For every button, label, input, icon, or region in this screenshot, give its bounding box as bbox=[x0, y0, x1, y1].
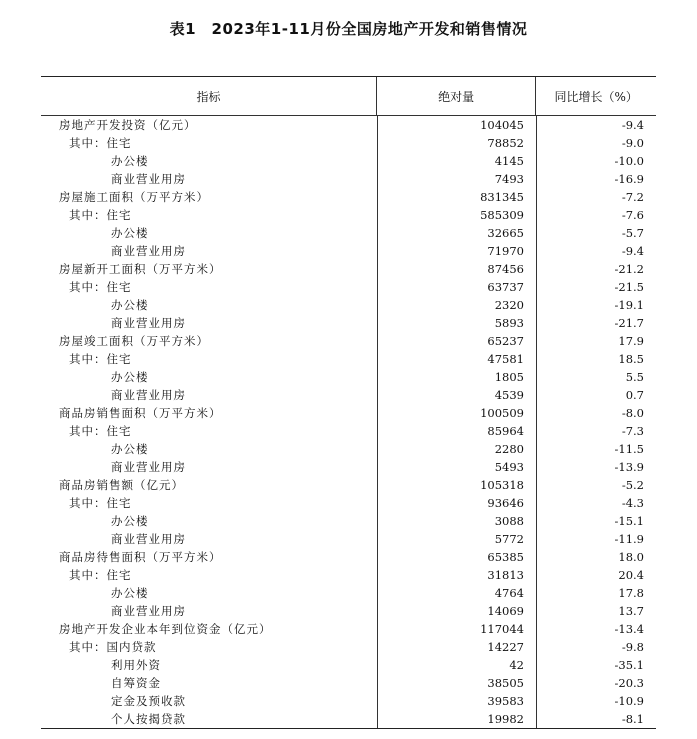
row-label: 其中：住宅 bbox=[69, 136, 132, 150]
row-yoy-growth: -9.0 bbox=[536, 134, 656, 152]
row-yoy-growth: 0.7 bbox=[536, 386, 656, 404]
row-label: 个人按揭贷款 bbox=[111, 712, 186, 726]
row-yoy-growth: -9.4 bbox=[536, 242, 656, 260]
row-label: 其中：住宅 bbox=[69, 496, 132, 510]
row-absolute-value: 32665 bbox=[377, 224, 536, 242]
table-row bbox=[41, 242, 656, 260]
table-row bbox=[41, 134, 656, 152]
row-yoy-growth: -21.2 bbox=[536, 260, 656, 278]
row-yoy-growth: -9.4 bbox=[536, 116, 656, 134]
table-bottom-rule bbox=[41, 728, 656, 729]
table-title: 表1 2023年1-11月份全国房地产开发和销售情况 bbox=[169, 20, 528, 38]
row-label: 房屋施工面积（万平方米） bbox=[59, 190, 209, 204]
row-label: 其中：住宅 bbox=[69, 568, 132, 582]
row-label: 办公楼 bbox=[111, 370, 149, 384]
row-label: 其中：住宅 bbox=[69, 424, 132, 438]
table-row bbox=[41, 566, 656, 584]
row-yoy-growth: -4.3 bbox=[536, 494, 656, 512]
row-label: 办公楼 bbox=[111, 226, 149, 240]
row-yoy-growth: -21.7 bbox=[536, 314, 656, 332]
table-header bbox=[41, 77, 656, 116]
header-absolute-value: 绝对量 bbox=[376, 77, 535, 115]
row-absolute-value: 31813 bbox=[377, 566, 536, 584]
row-yoy-growth: -5.7 bbox=[536, 224, 656, 242]
row-label: 商业营业用房 bbox=[111, 172, 186, 186]
row-label: 办公楼 bbox=[111, 442, 149, 456]
table-row bbox=[41, 224, 656, 242]
row-yoy-growth: 20.4 bbox=[536, 566, 656, 584]
row-label: 其中：住宅 bbox=[69, 280, 132, 294]
table-row bbox=[41, 674, 656, 692]
row-label: 房地产开发投资（亿元） bbox=[59, 118, 197, 132]
row-label: 商品房销售面积（万平方米） bbox=[59, 406, 222, 420]
row-label: 办公楼 bbox=[111, 586, 149, 600]
row-yoy-growth: -10.0 bbox=[536, 152, 656, 170]
table-row bbox=[41, 710, 656, 728]
table-row bbox=[41, 512, 656, 530]
row-label: 办公楼 bbox=[111, 298, 149, 312]
row-label: 商业营业用房 bbox=[111, 532, 186, 546]
row-absolute-value: 100509 bbox=[377, 404, 536, 422]
table-row bbox=[41, 476, 656, 494]
row-yoy-growth: -11.5 bbox=[536, 440, 656, 458]
row-absolute-value: 4539 bbox=[377, 386, 536, 404]
row-absolute-value: 47581 bbox=[377, 350, 536, 368]
row-absolute-value: 71970 bbox=[377, 242, 536, 260]
row-yoy-growth: -16.9 bbox=[536, 170, 656, 188]
row-yoy-growth: -10.9 bbox=[536, 692, 656, 710]
row-absolute-value: 5893 bbox=[377, 314, 536, 332]
row-yoy-growth: -8.1 bbox=[536, 710, 656, 728]
row-label: 利用外资 bbox=[111, 658, 161, 672]
data-table bbox=[41, 76, 656, 729]
row-label: 其中：国内贷款 bbox=[69, 640, 157, 654]
table-row bbox=[41, 440, 656, 458]
row-yoy-growth: 5.5 bbox=[536, 368, 656, 386]
row-yoy-growth: -13.9 bbox=[536, 458, 656, 476]
row-absolute-value: 831345 bbox=[377, 188, 536, 206]
table-row bbox=[41, 260, 656, 278]
header-indicator: 指标 bbox=[196, 89, 221, 104]
row-absolute-value: 7493 bbox=[377, 170, 536, 188]
table-row bbox=[41, 206, 656, 224]
row-label: 房地产开发企业本年到位资金（亿元） bbox=[59, 622, 272, 636]
row-label: 自筹资金 bbox=[111, 676, 161, 690]
row-label: 商品房待售面积（万平方米） bbox=[59, 550, 222, 564]
row-absolute-value: 2320 bbox=[377, 296, 536, 314]
row-label: 定金及预收款 bbox=[111, 694, 186, 708]
table-row bbox=[41, 548, 656, 566]
row-absolute-value: 3088 bbox=[377, 512, 536, 530]
table-row bbox=[41, 458, 656, 476]
row-absolute-value: 85964 bbox=[377, 422, 536, 440]
row-yoy-growth: -15.1 bbox=[536, 512, 656, 530]
table-row bbox=[41, 494, 656, 512]
row-absolute-value: 104045 bbox=[377, 116, 536, 134]
table-row bbox=[41, 386, 656, 404]
table-row bbox=[41, 422, 656, 440]
row-label: 商品房销售额（亿元） bbox=[59, 478, 184, 492]
row-label: 其中：住宅 bbox=[69, 208, 132, 222]
row-absolute-value: 105318 bbox=[377, 476, 536, 494]
row-absolute-value: 5772 bbox=[377, 530, 536, 548]
row-label: 商业营业用房 bbox=[111, 316, 186, 330]
row-yoy-growth: 18.0 bbox=[536, 548, 656, 566]
row-absolute-value: 65237 bbox=[377, 332, 536, 350]
row-label: 办公楼 bbox=[111, 514, 149, 528]
table-row bbox=[41, 296, 656, 314]
row-absolute-value: 4764 bbox=[377, 584, 536, 602]
row-yoy-growth: -19.1 bbox=[536, 296, 656, 314]
row-absolute-value: 63737 bbox=[377, 278, 536, 296]
row-yoy-growth: -5.2 bbox=[536, 476, 656, 494]
row-label: 商业营业用房 bbox=[111, 388, 186, 402]
row-yoy-growth: -7.6 bbox=[536, 206, 656, 224]
row-label: 商业营业用房 bbox=[111, 244, 186, 258]
row-yoy-growth: -13.4 bbox=[536, 620, 656, 638]
table-row bbox=[41, 170, 656, 188]
row-yoy-growth: -8.0 bbox=[536, 404, 656, 422]
table-row bbox=[41, 638, 656, 656]
row-absolute-value: 1805 bbox=[377, 368, 536, 386]
row-label: 商业营业用房 bbox=[111, 460, 186, 474]
row-yoy-growth: -20.3 bbox=[536, 674, 656, 692]
row-yoy-growth: -9.8 bbox=[536, 638, 656, 656]
table-row bbox=[41, 188, 656, 206]
row-absolute-value: 65385 bbox=[377, 548, 536, 566]
row-yoy-growth: 17.9 bbox=[536, 332, 656, 350]
table-row bbox=[41, 530, 656, 548]
row-label: 房屋新开工面积（万平方米） bbox=[59, 262, 222, 276]
row-absolute-value: 93646 bbox=[377, 494, 536, 512]
table-row bbox=[41, 332, 656, 350]
row-yoy-growth: 18.5 bbox=[536, 350, 656, 368]
table-row bbox=[41, 620, 656, 638]
row-label: 商业营业用房 bbox=[111, 604, 186, 618]
row-absolute-value: 14069 bbox=[377, 602, 536, 620]
row-absolute-value: 42 bbox=[377, 656, 536, 674]
row-absolute-value: 4145 bbox=[377, 152, 536, 170]
table-body bbox=[41, 116, 656, 728]
table-row bbox=[41, 152, 656, 170]
row-label: 其中：住宅 bbox=[69, 352, 132, 366]
table-row bbox=[41, 368, 656, 386]
table-row bbox=[41, 116, 656, 134]
row-yoy-growth: 17.8 bbox=[536, 584, 656, 602]
table-row bbox=[41, 602, 656, 620]
row-absolute-value: 19982 bbox=[377, 710, 536, 728]
table-row bbox=[41, 314, 656, 332]
table-row bbox=[41, 278, 656, 296]
row-absolute-value: 5493 bbox=[377, 458, 536, 476]
row-absolute-value: 78852 bbox=[377, 134, 536, 152]
row-yoy-growth: 13.7 bbox=[536, 602, 656, 620]
row-absolute-value: 117044 bbox=[377, 620, 536, 638]
table-row bbox=[41, 350, 656, 368]
row-yoy-growth: -7.3 bbox=[536, 422, 656, 440]
table-row bbox=[41, 692, 656, 710]
row-absolute-value: 87456 bbox=[377, 260, 536, 278]
table-row bbox=[41, 584, 656, 602]
row-absolute-value: 39583 bbox=[377, 692, 536, 710]
row-label: 办公楼 bbox=[111, 154, 149, 168]
row-yoy-growth: -11.9 bbox=[536, 530, 656, 548]
row-absolute-value: 2280 bbox=[377, 440, 536, 458]
row-absolute-value: 585309 bbox=[377, 206, 536, 224]
table-row bbox=[41, 656, 656, 674]
row-label: 房屋竣工面积（万平方米） bbox=[59, 334, 209, 348]
table-row bbox=[41, 404, 656, 422]
row-yoy-growth: -21.5 bbox=[536, 278, 656, 296]
row-yoy-growth: -7.2 bbox=[536, 188, 656, 206]
row-absolute-value: 38505 bbox=[377, 674, 536, 692]
row-absolute-value: 14227 bbox=[377, 638, 536, 656]
row-yoy-growth: -35.1 bbox=[536, 656, 656, 674]
header-yoy-growth: 同比增长（%） bbox=[535, 77, 656, 115]
